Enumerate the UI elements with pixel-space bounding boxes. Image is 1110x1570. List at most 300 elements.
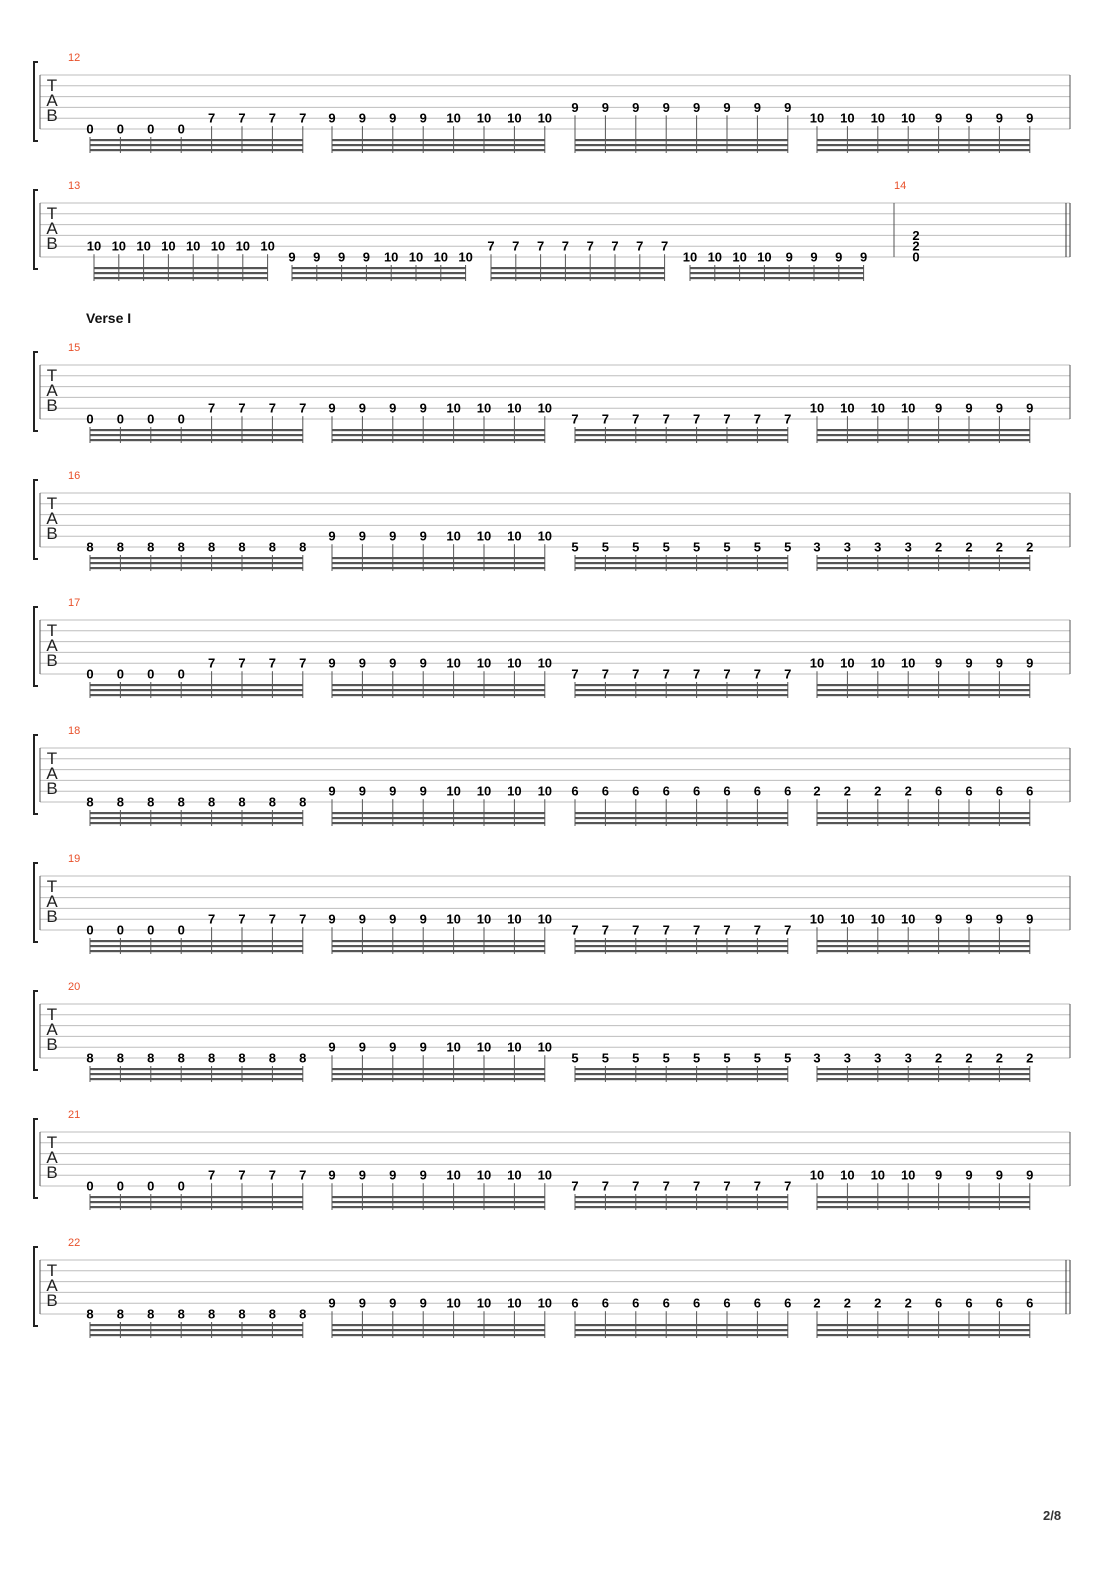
tab-clef-b: B bbox=[46, 907, 58, 926]
fret-number: 10 bbox=[476, 110, 492, 126]
beam bbox=[817, 812, 1030, 814]
fret-number: 5 bbox=[571, 539, 579, 555]
beam bbox=[817, 139, 1030, 141]
fret-number: 9 bbox=[362, 249, 371, 265]
tab-clef-b: B bbox=[46, 524, 58, 543]
beam bbox=[90, 1206, 303, 1208]
fret-number: 7 bbox=[207, 655, 216, 671]
beam bbox=[575, 1073, 788, 1075]
fret-number: 6 bbox=[692, 1295, 701, 1311]
fret-number: 0 bbox=[177, 666, 185, 682]
fret-number: 0 bbox=[147, 411, 155, 427]
fret-number: 6 bbox=[965, 1295, 973, 1311]
fret-number: 10 bbox=[161, 238, 176, 254]
beam bbox=[575, 817, 788, 819]
fret-number: 6 bbox=[753, 783, 762, 799]
fret-number: 7 bbox=[784, 922, 792, 938]
beam bbox=[575, 1078, 788, 1080]
fret-number: 10 bbox=[446, 528, 461, 544]
fret-number: 2 bbox=[965, 1050, 973, 1066]
fret-number: 6 bbox=[723, 783, 731, 799]
fret-number: 9 bbox=[965, 110, 973, 126]
beam bbox=[817, 1329, 1030, 1331]
fret-number: 10 bbox=[507, 1039, 522, 1055]
fret-number: 10 bbox=[537, 911, 553, 927]
beam bbox=[332, 1324, 545, 1326]
beam bbox=[817, 950, 1030, 952]
fret-number: 3 bbox=[904, 1050, 912, 1066]
system-bracket bbox=[34, 1119, 38, 1198]
fret-number: 9 bbox=[419, 110, 427, 126]
fret-number: 6 bbox=[1026, 1295, 1034, 1311]
fret-number: 10 bbox=[809, 110, 825, 126]
fret-number: 0 bbox=[116, 922, 125, 938]
beam bbox=[332, 1334, 545, 1336]
fret-number: 8 bbox=[207, 1050, 216, 1066]
fret-number: 9 bbox=[358, 1167, 367, 1183]
beam bbox=[90, 694, 303, 696]
fret-number: 9 bbox=[934, 400, 943, 416]
beam bbox=[90, 1078, 303, 1080]
fret-number: 10 bbox=[476, 1295, 492, 1311]
beam bbox=[575, 439, 788, 441]
fret-number: 5 bbox=[723, 539, 731, 555]
fret-number: 7 bbox=[571, 666, 579, 682]
fret-number: 7 bbox=[636, 238, 644, 254]
beam bbox=[491, 272, 665, 274]
fret-number: 10 bbox=[136, 238, 151, 254]
tab-clef-b: B bbox=[46, 1291, 58, 1310]
beam bbox=[90, 439, 303, 441]
fret-number: 7 bbox=[753, 666, 762, 682]
fret-number: 0 bbox=[177, 922, 185, 938]
fret-number: 9 bbox=[358, 1039, 367, 1055]
beam bbox=[575, 429, 788, 431]
beam bbox=[575, 1334, 788, 1336]
fret-number: 7 bbox=[662, 922, 670, 938]
fret-number: 10 bbox=[408, 249, 424, 265]
fret-number: 7 bbox=[660, 238, 669, 254]
fret-number: 3 bbox=[904, 539, 912, 555]
fret-number: 10 bbox=[809, 1167, 825, 1183]
beam bbox=[575, 694, 788, 696]
fret-number: 9 bbox=[859, 249, 868, 265]
fret-number: 6 bbox=[934, 1295, 943, 1311]
system-bracket bbox=[34, 991, 38, 1070]
system-bracket bbox=[34, 352, 38, 431]
fret-number: 8 bbox=[177, 539, 185, 555]
fret-number: 7 bbox=[571, 1178, 579, 1194]
fret-number: 10 bbox=[111, 238, 127, 254]
fret-number: 2 bbox=[843, 1295, 852, 1311]
fret-number: 9 bbox=[995, 110, 1004, 126]
fret-number: 10 bbox=[185, 238, 201, 254]
fret-number: 10 bbox=[900, 400, 916, 416]
beam bbox=[332, 940, 545, 942]
beam bbox=[90, 684, 303, 686]
measure-number: 15 bbox=[68, 342, 81, 354]
fret-number: 10 bbox=[870, 655, 886, 671]
fret-number: 9 bbox=[965, 655, 973, 671]
fret-number: 8 bbox=[207, 539, 216, 555]
beam bbox=[90, 139, 303, 141]
beam bbox=[292, 277, 466, 279]
fret-number: 6 bbox=[632, 1295, 640, 1311]
beam bbox=[90, 562, 303, 564]
beam bbox=[90, 1324, 303, 1326]
fret-number: 7 bbox=[753, 411, 762, 427]
beam bbox=[332, 817, 545, 819]
fret-number: 7 bbox=[238, 110, 246, 126]
system-bracket bbox=[34, 863, 38, 942]
fret-number: 10 bbox=[507, 528, 522, 544]
fret-number: 8 bbox=[207, 794, 216, 810]
chord-fret-number: 2 bbox=[912, 238, 920, 254]
fret-number: 10 bbox=[840, 110, 855, 126]
fret-number: 2 bbox=[813, 783, 821, 799]
beam bbox=[817, 1073, 1030, 1075]
fret-number: 0 bbox=[116, 411, 125, 427]
beam bbox=[90, 144, 303, 146]
fret-number: 6 bbox=[995, 1295, 1004, 1311]
beam bbox=[491, 277, 665, 279]
beam bbox=[332, 812, 545, 814]
fret-number: 5 bbox=[753, 539, 762, 555]
fret-number: 3 bbox=[813, 539, 821, 555]
fret-number: 10 bbox=[900, 1167, 916, 1183]
fret-number: 8 bbox=[116, 1306, 125, 1322]
fret-number: 7 bbox=[692, 411, 701, 427]
fret-number: 10 bbox=[809, 400, 825, 416]
fret-number: 9 bbox=[571, 99, 579, 115]
fret-number: 9 bbox=[1026, 911, 1034, 927]
tab-clef-b: B bbox=[46, 1035, 58, 1054]
fret-number: 7 bbox=[238, 655, 246, 671]
fret-number: 7 bbox=[238, 911, 246, 927]
fret-number: 9 bbox=[419, 1167, 427, 1183]
fret-number: 7 bbox=[561, 238, 570, 254]
tab-clef-a: A bbox=[46, 381, 58, 400]
beam bbox=[575, 557, 788, 559]
beam bbox=[332, 1201, 545, 1203]
fret-number: 7 bbox=[207, 400, 216, 416]
fret-number: 10 bbox=[537, 400, 553, 416]
beam bbox=[90, 429, 303, 431]
fret-number: 9 bbox=[313, 249, 321, 265]
fret-number: 8 bbox=[238, 794, 246, 810]
fret-number: 6 bbox=[571, 783, 579, 799]
fret-number: 10 bbox=[86, 238, 102, 254]
fret-number: 10 bbox=[840, 1167, 855, 1183]
measure-number: 19 bbox=[68, 853, 81, 865]
beam bbox=[292, 267, 466, 269]
beam bbox=[90, 1329, 303, 1331]
fret-number: 8 bbox=[268, 1306, 277, 1322]
fret-number: 10 bbox=[446, 783, 461, 799]
fret-number: 5 bbox=[632, 539, 640, 555]
fret-number: 9 bbox=[389, 110, 397, 126]
fret-number: 10 bbox=[446, 1167, 461, 1183]
fret-number: 9 bbox=[965, 400, 973, 416]
fret-number: 7 bbox=[299, 400, 307, 416]
measure-number: 18 bbox=[68, 725, 81, 737]
fret-number: 7 bbox=[268, 110, 277, 126]
tab-clef-b: B bbox=[46, 396, 58, 415]
fret-number: 9 bbox=[419, 1039, 427, 1055]
fret-number: 9 bbox=[934, 911, 943, 927]
beam bbox=[817, 434, 1030, 436]
fret-number: 10 bbox=[537, 1167, 553, 1183]
fret-number: 7 bbox=[207, 911, 216, 927]
fret-number: 7 bbox=[692, 666, 701, 682]
fret-number: 9 bbox=[753, 99, 762, 115]
fret-number: 10 bbox=[537, 1295, 553, 1311]
fret-number: 5 bbox=[723, 1050, 731, 1066]
fret-number: 2 bbox=[904, 783, 912, 799]
tab-clef-a: A bbox=[46, 764, 58, 783]
fret-number: 0 bbox=[86, 922, 94, 938]
measure-number: 14 bbox=[894, 180, 907, 192]
tab-clef-a: A bbox=[46, 636, 58, 655]
fret-number: 10 bbox=[507, 1295, 522, 1311]
fret-number: 9 bbox=[358, 400, 367, 416]
fret-number: 7 bbox=[723, 666, 731, 682]
fret-number: 9 bbox=[965, 1167, 973, 1183]
fret-number: 9 bbox=[358, 783, 367, 799]
fret-number: 9 bbox=[995, 400, 1004, 416]
fret-number: 7 bbox=[632, 666, 640, 682]
fret-number: 8 bbox=[177, 1050, 185, 1066]
beam bbox=[332, 1206, 545, 1208]
fret-number: 10 bbox=[210, 238, 226, 254]
fret-number: 9 bbox=[419, 400, 427, 416]
fret-number: 8 bbox=[177, 1306, 185, 1322]
fret-number: 7 bbox=[238, 400, 246, 416]
fret-number: 9 bbox=[1026, 400, 1034, 416]
fret-number: 6 bbox=[753, 1295, 762, 1311]
fret-number: 8 bbox=[238, 539, 246, 555]
fret-number: 8 bbox=[268, 539, 277, 555]
beam bbox=[332, 439, 545, 441]
fret-number: 10 bbox=[870, 1167, 886, 1183]
beam bbox=[575, 812, 788, 814]
fret-number: 5 bbox=[601, 1050, 610, 1066]
beam bbox=[332, 434, 545, 436]
fret-number: 5 bbox=[784, 1050, 792, 1066]
fret-number: 8 bbox=[299, 539, 307, 555]
fret-number: 9 bbox=[1026, 1167, 1034, 1183]
fret-number: 0 bbox=[147, 666, 155, 682]
fret-number: 7 bbox=[601, 1178, 610, 1194]
beam bbox=[817, 1334, 1030, 1336]
fret-number: 0 bbox=[147, 121, 155, 137]
fret-number: 9 bbox=[419, 783, 427, 799]
fret-number: 10 bbox=[446, 110, 461, 126]
fret-number: 9 bbox=[328, 783, 336, 799]
beam bbox=[90, 1196, 303, 1198]
measure-number: 17 bbox=[68, 597, 81, 609]
beam bbox=[90, 1334, 303, 1336]
beam bbox=[690, 272, 864, 274]
fret-number: 10 bbox=[900, 110, 916, 126]
beam bbox=[690, 277, 864, 279]
beam bbox=[332, 149, 545, 151]
fret-number: 7 bbox=[784, 411, 792, 427]
fret-number: 7 bbox=[632, 411, 640, 427]
fret-number: 9 bbox=[389, 1039, 397, 1055]
tab-clef-b: B bbox=[46, 106, 58, 125]
beam bbox=[575, 1196, 788, 1198]
tab-clef-a: A bbox=[46, 1020, 58, 1039]
beam bbox=[575, 945, 788, 947]
fret-number: 6 bbox=[965, 783, 973, 799]
beam bbox=[575, 149, 788, 151]
fret-number: 9 bbox=[389, 1167, 397, 1183]
fret-number: 8 bbox=[268, 1050, 277, 1066]
system-bracket bbox=[34, 190, 38, 269]
fret-number: 2 bbox=[965, 539, 973, 555]
beam bbox=[575, 1324, 788, 1326]
beam bbox=[332, 945, 545, 947]
fret-number: 10 bbox=[870, 400, 886, 416]
fret-number: 5 bbox=[662, 1050, 670, 1066]
fret-number: 9 bbox=[358, 110, 367, 126]
fret-number: 7 bbox=[299, 1167, 307, 1183]
beam bbox=[90, 940, 303, 942]
fret-number: 10 bbox=[707, 249, 723, 265]
fret-number: 10 bbox=[537, 783, 553, 799]
fret-number: 7 bbox=[586, 238, 594, 254]
fret-number: 5 bbox=[571, 1050, 579, 1066]
fret-number: 2 bbox=[904, 1295, 912, 1311]
beam bbox=[332, 1196, 545, 1198]
fret-number: 0 bbox=[177, 121, 185, 137]
fret-number: 0 bbox=[86, 666, 94, 682]
fret-number: 8 bbox=[147, 1050, 155, 1066]
fret-number: 10 bbox=[507, 911, 522, 927]
fret-number: 2 bbox=[874, 783, 882, 799]
system-bracket bbox=[34, 735, 38, 814]
beam bbox=[90, 557, 303, 559]
fret-number: 7 bbox=[536, 238, 545, 254]
beam bbox=[575, 950, 788, 952]
fret-number: 7 bbox=[268, 655, 277, 671]
tab-clef-b: B bbox=[46, 1163, 58, 1182]
beam bbox=[332, 1329, 545, 1331]
fret-number: 5 bbox=[632, 1050, 640, 1066]
fret-number: 9 bbox=[835, 249, 843, 265]
beam bbox=[817, 822, 1030, 824]
fret-number: 3 bbox=[813, 1050, 821, 1066]
tab-clef-b: B bbox=[46, 234, 58, 253]
measure-number: 16 bbox=[68, 470, 81, 482]
fret-number: 8 bbox=[268, 794, 277, 810]
fret-number: 2 bbox=[995, 1050, 1004, 1066]
fret-number: 10 bbox=[809, 911, 825, 927]
fret-number: 10 bbox=[476, 400, 492, 416]
tab-clef-a: A bbox=[46, 219, 58, 238]
fret-number: 7 bbox=[299, 911, 307, 927]
fret-number: 10 bbox=[433, 249, 449, 265]
fret-number: 6 bbox=[571, 1295, 579, 1311]
beam bbox=[575, 689, 788, 691]
beam bbox=[90, 1068, 303, 1070]
beam bbox=[817, 439, 1030, 441]
fret-number: 10 bbox=[537, 1039, 553, 1055]
beam bbox=[332, 567, 545, 569]
fret-number: 7 bbox=[662, 1178, 670, 1194]
tab-clef-a: A bbox=[46, 509, 58, 528]
fret-number: 0 bbox=[177, 411, 185, 427]
tab-clef-a: A bbox=[46, 1148, 58, 1167]
fret-number: 3 bbox=[843, 539, 852, 555]
fret-number: 8 bbox=[86, 794, 94, 810]
fret-number: 2 bbox=[995, 539, 1004, 555]
fret-number: 7 bbox=[601, 922, 610, 938]
fret-number: 9 bbox=[692, 99, 701, 115]
fret-number: 9 bbox=[934, 1167, 943, 1183]
fret-number: 10 bbox=[870, 110, 886, 126]
beam bbox=[817, 557, 1030, 559]
beam bbox=[90, 817, 303, 819]
fret-number: 9 bbox=[337, 249, 346, 265]
beam bbox=[332, 1078, 545, 1080]
beam bbox=[575, 1068, 788, 1070]
fret-number: 6 bbox=[601, 783, 610, 799]
fret-number: 3 bbox=[843, 1050, 852, 1066]
fret-number: 0 bbox=[147, 922, 155, 938]
tab-clef-a: A bbox=[46, 91, 58, 110]
fret-number: 10 bbox=[507, 655, 522, 671]
fret-number: 9 bbox=[389, 911, 397, 927]
fret-number: 10 bbox=[507, 783, 522, 799]
fret-number: 10 bbox=[260, 238, 275, 254]
fret-number: 6 bbox=[934, 783, 943, 799]
beam bbox=[90, 950, 303, 952]
fret-number: 7 bbox=[207, 110, 216, 126]
fret-number: 9 bbox=[934, 110, 943, 126]
fret-number: 0 bbox=[147, 1178, 155, 1194]
fret-number: 3 bbox=[874, 539, 882, 555]
measure-number: 21 bbox=[68, 1109, 81, 1121]
fret-number: 2 bbox=[1026, 539, 1034, 555]
beam bbox=[332, 139, 545, 141]
fret-number: 9 bbox=[723, 99, 731, 115]
fret-number: 5 bbox=[753, 1050, 762, 1066]
fret-number: 9 bbox=[389, 655, 397, 671]
beam bbox=[575, 567, 788, 569]
beam bbox=[817, 429, 1030, 431]
fret-number: 10 bbox=[870, 911, 886, 927]
fret-number: 8 bbox=[147, 539, 155, 555]
tab-clef-t: T bbox=[46, 1261, 58, 1280]
measure-number: 12 bbox=[68, 52, 81, 64]
tab-clef-t: T bbox=[46, 877, 58, 896]
fret-number: 10 bbox=[458, 249, 473, 265]
tab-clef-t: T bbox=[46, 1005, 58, 1024]
fret-number: 0 bbox=[86, 121, 94, 137]
beam bbox=[332, 1068, 545, 1070]
beam bbox=[575, 144, 788, 146]
fret-number: 9 bbox=[328, 400, 336, 416]
fret-number: 8 bbox=[238, 1306, 246, 1322]
fret-number: 10 bbox=[537, 110, 553, 126]
tab-clef-t: T bbox=[46, 494, 58, 513]
measure-number: 20 bbox=[68, 981, 81, 993]
fret-number: 9 bbox=[288, 249, 296, 265]
fret-number: 8 bbox=[177, 794, 185, 810]
fret-number: 2 bbox=[934, 539, 943, 555]
